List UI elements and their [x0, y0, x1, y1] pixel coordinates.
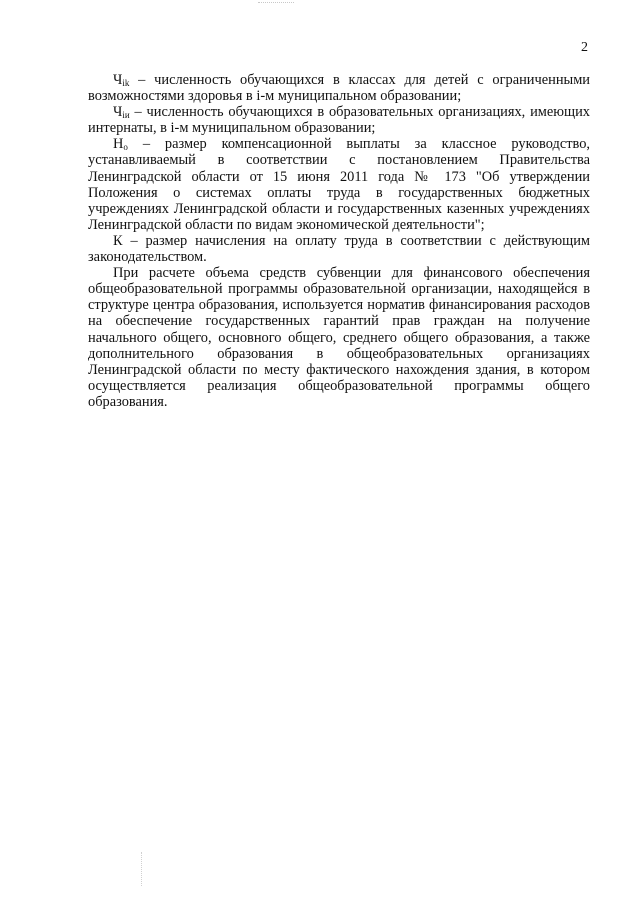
definition-text: – размер начисления на оплату труда в соответствии с действующим законодательством. [88, 232, 590, 266]
definition-subscript: iи [122, 110, 130, 121]
definition-subscript: о [123, 142, 128, 153]
definition-symbol: Н [113, 136, 124, 153]
closing-paragraph: При расчете объема средств субвенции для финансового обеспечения общеобразовательной программы образовательной организации, находящейся в структуре центра образования, используется норматив финансирования расходов на обеспечение государственных гарантий прав граждан на получение начального общего, основного общего, среднего общего образования, а также дополнительного образования в общеобразовательных организациях Ленинградской области по месту фактического нахождения здания, в котором осуществляется реализация общеобразовательной программы общего образования. [88, 265, 590, 410]
page-number: 2 [581, 40, 588, 55]
definition-text: – численность обучающихся в образовательных организациях, имеющих интернаты, в i-м муниципальном образовании; [88, 104, 590, 137]
scan-artifact-top [258, 2, 294, 4]
definition-paragraph [88, 233, 590, 265]
definition-subscript: ik [122, 78, 130, 88]
definition-symbol: Ч [113, 104, 123, 121]
definition-symbol: Ч [113, 72, 123, 88]
definition-paragraph [88, 72, 590, 104]
document-body [88, 72, 590, 410]
scan-artifact-bottom [141, 852, 143, 886]
definition-paragraph [88, 136, 590, 233]
definition-text: – численность обучающихся в классах для детей с ограниченными возможностями здоровья в i-м муниципальном образовании; [88, 72, 590, 105]
definition-text: – размер компенсационной выплаты за классное руководство, устанавливаемый в соответствии с постановлением Правительства Ленинградской области от 15 июня 2011 года № 173 "Об утверждении Положения о системах оплаты труда в государственных бюджетных учреждениях Ленинградской области и государственных казенных учреждениях Ленинградской области по видам экономической деятельности"; [88, 136, 590, 233]
definition-paragraph [88, 104, 590, 136]
definition-symbol: К [113, 232, 123, 249]
